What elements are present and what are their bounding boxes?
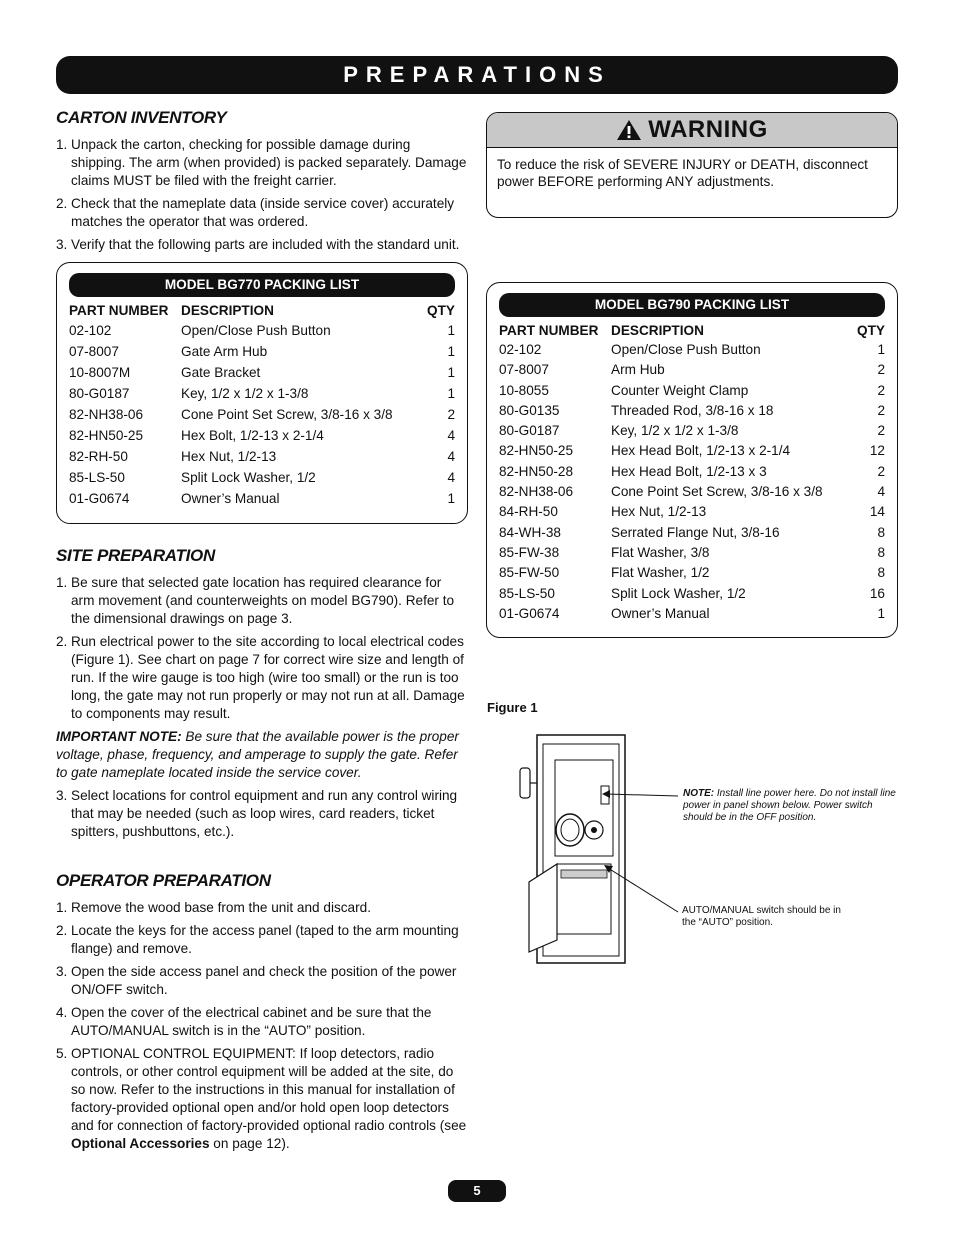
table-row: 07-8007 Arm Hub 2 — [499, 362, 885, 378]
table-row: 82-HN50-28 Hex Head Bolt, 1/2-13 x 3 2 — [499, 463, 885, 479]
table-row: 84-RH-50 Hex Nut, 1/2-13 14 — [499, 504, 885, 520]
left-column — [56, 108, 468, 1158]
table-row: 01-G0674 Owner’s Manual 1 — [499, 605, 885, 621]
table-row: 02-102 Open/Close Push Button 1 — [69, 323, 455, 338]
table-row: 85-FW-38 Flat Washer, 3/8 8 — [499, 544, 885, 560]
table-row: 85-LS-50 Split Lock Washer, 1/2 16 — [499, 585, 885, 601]
carton-inventory-title: CARTON INVENTORY — [56, 108, 227, 127]
site-preparation-title: SITE PREPARATION — [56, 546, 215, 565]
table-row: 10-8055 Counter Weight Clamp 2 — [499, 382, 885, 398]
list-item: 5. OPTIONAL CONTROL EQUIPMENT: If loop detectors, radio controls, or other control equipment will be added at the site, do so now. Refer to the instructions in this manual for installation of factory-provided optional open and/or hold open loop detectors and for connection of factory-provided optional radio controls (see Optional Accessories on page 12). — [56, 1046, 467, 1151]
operator-preparation-steps — [56, 899, 468, 1153]
bg770-packing-list — [56, 262, 468, 524]
table-row: 82-HN50-25 Hex Bolt, 1/2-13 x 2-1/4 4 — [69, 428, 455, 443]
table-row: 85-LS-50 Split Lock Washer, 1/2 4 — [69, 470, 455, 485]
page-number: 5 — [448, 1180, 506, 1202]
bg770-title: MODEL BG770 PACKING LIST — [69, 273, 455, 297]
warning-title: WARNING — [648, 116, 768, 143]
table-row: 02-102 Open/Close Push Button 1 — [499, 342, 885, 357]
bg790-table: PART NUMBER DESCRIPTION QTY 02-102 Open/Close Push Button 1 07-8007 Arm Hub 2 10-8055 Counter Weight Clamp 2 80-G0135 Threaded Rod, 3/8-16 x 18 2 80-G0187 Key, 1/2 x 1/2 x 1-3/8 2 82-HN50-25 Hex Head Bolt, 1/2-13 x 2-1/4 12 82-HN50-28 Hex Head Bolt, 1/2-13 x 3 2 82-NH38-06 Cone Point Set Screw, 3/8-16 x 3/8 4 84-RH-50 Hex Nut, 1/2-13 14 84-WH-38 Serrated Flange Nut, 3/8-16 8 85-FW-38 Flat Washer, 3/8 8 85-FW-50 Flat Washer, 1/2 8 85-LS-50 Split Lock Washer, 1/2 16 01-G0674 Owner’s Manual 1 — [499, 321, 885, 624]
list-item: 3. Open the side access panel and check the position of the power ON/OFF switch. — [56, 964, 457, 997]
table-row: 82-NH38-06 Cone Point Set Screw, 3/8-16 x 3/8 2 — [69, 407, 455, 422]
table-row: 82-HN50-25 Hex Head Bolt, 1/2-13 x 2-1/4 12 — [499, 443, 885, 459]
site-preparation-steps — [56, 574, 468, 723]
optional-accessories-ref: Optional Accessories — [71, 1136, 210, 1151]
operator-preparation-title: OPERATOR PREPARATION — [56, 871, 271, 890]
table-row: 10-8007M Gate Bracket 1 — [69, 365, 455, 380]
callout-auto-manual-note: AUTO/MANUAL switch should be in the “AUTO” position. — [682, 905, 841, 928]
list-item: 3. Verify that the following parts are included with the standard unit. — [56, 237, 460, 252]
bg790-title: MODEL BG790 PACKING LIST — [499, 293, 885, 317]
table-row: 82-RH-50 Hex Nut, 1/2-13 4 — [69, 449, 455, 464]
table-row: 80-G0187 Key, 1/2 x 1/2 x 1-3/8 2 — [499, 423, 885, 439]
table-row: 07-8007 Gate Arm Hub 1 — [69, 344, 455, 359]
carton-inventory-steps — [56, 136, 468, 254]
warning-text: To reduce the risk of SEVERE INJURY or DEATH, disconnect power BEFORE performing ANY adjustments. — [497, 157, 868, 189]
figure-label: Figure 1 — [487, 700, 538, 715]
site-preparation-step3 — [56, 787, 468, 841]
list-item: 3. Select locations for control equipment and run any control wiring that may be needed (such as loop wires, card readers, ticket spitters, pushbuttons, etc.). — [56, 788, 458, 839]
table-row: 84-WH-38 Serrated Flange Nut, 3/8-16 8 — [499, 524, 885, 540]
callout-lines — [600, 760, 690, 940]
right-column — [486, 112, 898, 638]
list-item: 2. Check that the nameplate data (inside service cover) accurately matches the operator that was ordered. — [56, 196, 455, 229]
important-note: IMPORTANT NOTE: Be sure that the available power is the proper voltage, phase, frequency, and amperage to supply the gate. Refer to gate nameplate located inside the service cover. — [56, 729, 459, 780]
list-item: 2. Run electrical power to the site according to local electrical codes (Figure 1). See chart on page 7 for correct wire size and length of run. If the wire gauge is too high (wire too small) or the run is too long, the gate may not run properly or may not run at all. Damage to components may result. — [56, 634, 465, 721]
list-item: 1. Unpack the carton, checking for possible damage during shipping. The arm (when provided) is packed separately. Damage claims MUST be filed with the freight carrier. — [56, 137, 467, 188]
table-row: 82-NH38-06 Cone Point Set Screw, 3/8-16 x 3/8 4 — [499, 484, 885, 500]
table-row: 80-G0187 Key, 1/2 x 1/2 x 1-3/8 1 — [69, 386, 455, 401]
list-item: 2. Locate the keys for the access panel (taped to the arm mounting flange) and remove. — [56, 923, 459, 956]
table-row: 85-FW-50 Flat Washer, 1/2 8 — [499, 565, 885, 581]
warning-triangle-icon — [616, 119, 642, 141]
warning-box — [486, 112, 898, 218]
list-item: 1. Remove the wood base from the unit and discard. — [56, 900, 371, 915]
bg790-packing-list — [486, 282, 898, 638]
list-item: 4. Open the cover of the electrical cabinet and be sure that the AUTO/MANUAL switch is in the “AUTO” position. — [56, 1005, 432, 1038]
list-item: 1. Be sure that selected gate location has required clearance for arm movement (and counterweights on model BG790). Refer to the dimensional drawings on page 3. — [56, 575, 455, 626]
table-row: 01-G0674 Owner’s Manual 1 — [69, 491, 455, 506]
callout-line-power-note: NOTE: Install line power here. Do not install line power in panel shown below. Power switch should be in the OFF position. — [683, 788, 896, 823]
page-title: PREPARATIONS — [343, 62, 611, 87]
warning-header — [487, 113, 897, 148]
bg770-table: PART NUMBER DESCRIPTION QTY 02-102 Open/Close Push Button 1 07-8007 Gate Arm Hub 1 10-8007M Gate Bracket 1 80-G0187 Key, 1/2 x 1/2 x 1-3/8 1 82-NH38-06 Cone Point Set Screw, 3/8-16 x 3/8 2 82-HN50-25 Hex Bolt, 1/2-13 x 2-1/4 4 82-RH-50 Hex Nut, 1/2-13 4 85-LS-50 Split Lock Washer, 1/2 4 01-G0674 Owner’s Manual 1 — [69, 301, 455, 509]
table-row: 80-G0135 Threaded Rod, 3/8-16 x 18 2 — [499, 402, 885, 418]
page-title-banner — [56, 56, 898, 94]
